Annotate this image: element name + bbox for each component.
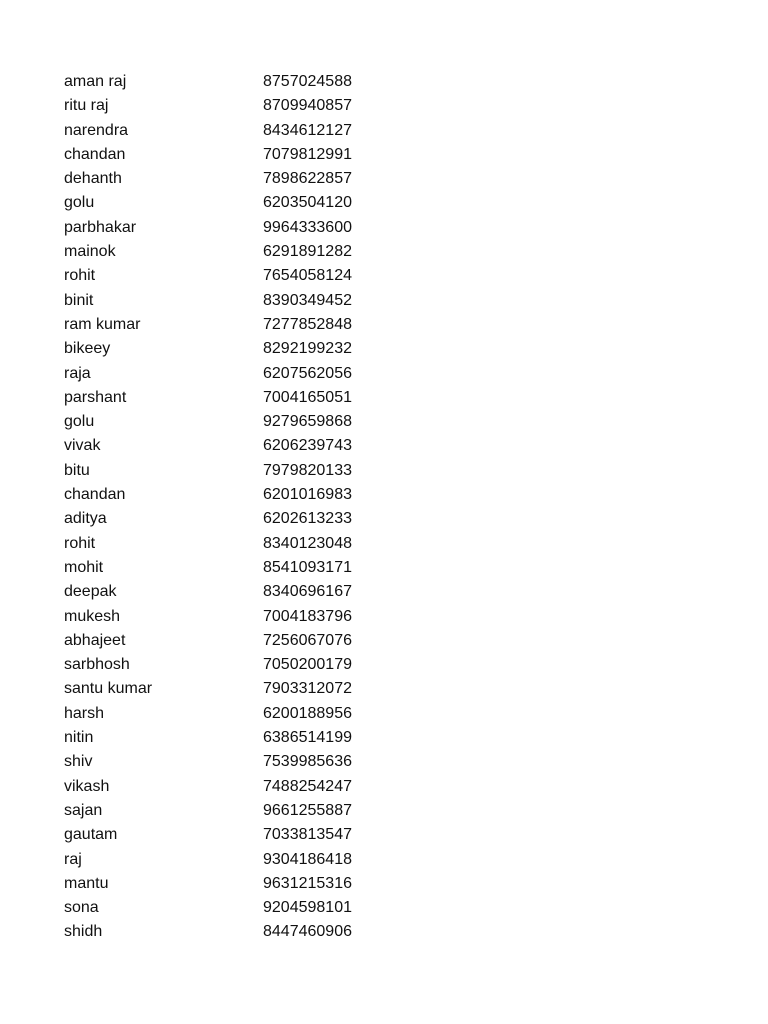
table-row [64, 556, 384, 580]
contact-phone: 9631215316 [263, 874, 352, 892]
contact-name: raj [64, 850, 82, 868]
contact-name: sajan [64, 801, 103, 819]
table-row [64, 629, 384, 653]
contact-phone: 8390349452 [263, 291, 352, 309]
table-row [64, 362, 384, 386]
contact-phone: 8447460906 [263, 923, 352, 941]
table-row [64, 702, 384, 726]
contact-phone: 7539985636 [263, 753, 352, 771]
contact-name: binit [64, 291, 94, 309]
contact-phone: 8709940857 [263, 97, 352, 115]
contact-name: vivak [64, 437, 101, 455]
contact-phone: 9661255887 [263, 801, 352, 819]
contact-name: rohit [64, 267, 96, 285]
contact-name: santu kumar [64, 680, 153, 698]
contact-phone: 7050200179 [263, 656, 352, 674]
contact-phone: 6291891282 [263, 243, 352, 261]
contact-phone: 7898622857 [263, 170, 352, 188]
contact-phone: 8434612127 [263, 121, 352, 139]
contact-name: mantu [64, 874, 109, 892]
contact-name: aman raj [64, 73, 127, 90]
contact-name: nitin [64, 729, 94, 747]
contact-phone: 9964333600 [263, 218, 352, 236]
table-row [64, 507, 384, 531]
contact-name: deepak [64, 583, 117, 601]
contact-phone: 6203504120 [263, 194, 352, 212]
contact-name: dehanth [64, 170, 122, 188]
contact-phone: 7004165051 [263, 388, 352, 406]
contact-name: mukesh [64, 607, 121, 625]
contact-name: ram kumar [64, 315, 141, 333]
table-row [64, 386, 384, 410]
table-row [64, 483, 384, 507]
contact-phone: 8340696167 [263, 583, 352, 601]
contact-name: parshant [64, 388, 127, 406]
contact-phone: 9204598101 [263, 899, 352, 917]
table-row [64, 143, 384, 167]
contact-name: bikeey [64, 340, 111, 358]
contact-phone: 7079812991 [263, 145, 352, 163]
contact-name: aditya [64, 510, 107, 528]
contact-name: vikash [64, 777, 110, 795]
contact-list [64, 70, 384, 945]
contact-name: sarbhosh [64, 656, 130, 674]
table-row [64, 94, 384, 118]
contact-phone: 9279659868 [263, 413, 352, 431]
table-row [64, 240, 384, 264]
table-row [64, 799, 384, 823]
contact-name: chandan [64, 145, 126, 163]
contact-phone: 7277852848 [263, 315, 352, 333]
contact-phone: 6206239743 [263, 437, 352, 455]
contact-phone: 7654058124 [263, 267, 352, 285]
contact-name: abhajeet [64, 631, 126, 649]
contact-phone: 8292199232 [263, 340, 352, 358]
contact-name: harsh [64, 704, 105, 722]
table-row [64, 459, 384, 483]
table-row [64, 119, 384, 143]
contact-name: chandan [64, 486, 126, 504]
contact-phone: 8340123048 [263, 534, 352, 552]
contact-name: raja [64, 364, 91, 382]
table-row [64, 920, 384, 944]
table-row [64, 532, 384, 556]
table-row [64, 580, 384, 604]
table-row [64, 848, 384, 872]
table-row [64, 775, 384, 799]
contact-phone: 6200188956 [263, 704, 352, 722]
contact-phone: 7903312072 [263, 680, 352, 698]
table-row [64, 726, 384, 750]
contact-phone: 7004183796 [263, 607, 352, 625]
table-row [64, 653, 384, 677]
contact-name: parbhakar [64, 218, 137, 236]
contact-phone: 6386514199 [263, 729, 352, 747]
contact-name: sona [64, 899, 99, 917]
contact-phone: 7256067076 [263, 631, 352, 649]
contact-phone: 6201016983 [263, 486, 352, 504]
contact-name: mohit [64, 558, 104, 576]
table-row [64, 167, 384, 191]
table-row [64, 337, 384, 361]
contact-name: golu [64, 194, 95, 212]
table-row [64, 434, 384, 458]
contact-phone: 8757024588 [263, 73, 352, 90]
contact-name: ritu raj [64, 97, 109, 115]
contact-name: golu [64, 413, 95, 431]
table-row [64, 289, 384, 313]
contact-phone: 6202613233 [263, 510, 352, 528]
contact-phone: 7979820133 [263, 461, 352, 479]
contact-phone: 6207562056 [263, 364, 352, 382]
contact-name: narendra [64, 121, 129, 139]
table-row [64, 313, 384, 337]
table-row [64, 264, 384, 288]
table-row [64, 191, 384, 215]
table-row [64, 750, 384, 774]
contact-phone: 7488254247 [263, 777, 352, 795]
table-row [64, 872, 384, 896]
table-row [64, 677, 384, 701]
contact-phone: 8541093171 [263, 558, 352, 576]
table-row [64, 896, 384, 920]
contact-name: rohit [64, 534, 96, 552]
contact-phone: 9304186418 [263, 850, 352, 868]
table-row [64, 216, 384, 240]
table-row [64, 605, 384, 629]
contact-name: mainok [64, 243, 116, 261]
contact-name: gautam [64, 826, 118, 844]
table-row [64, 70, 384, 94]
contact-phone: 7033813547 [263, 826, 352, 844]
contact-name: shiv [64, 753, 93, 771]
contact-name: shidh [64, 923, 103, 941]
table-row [64, 823, 384, 847]
contact-name: bitu [64, 461, 90, 479]
table-row [64, 410, 384, 434]
